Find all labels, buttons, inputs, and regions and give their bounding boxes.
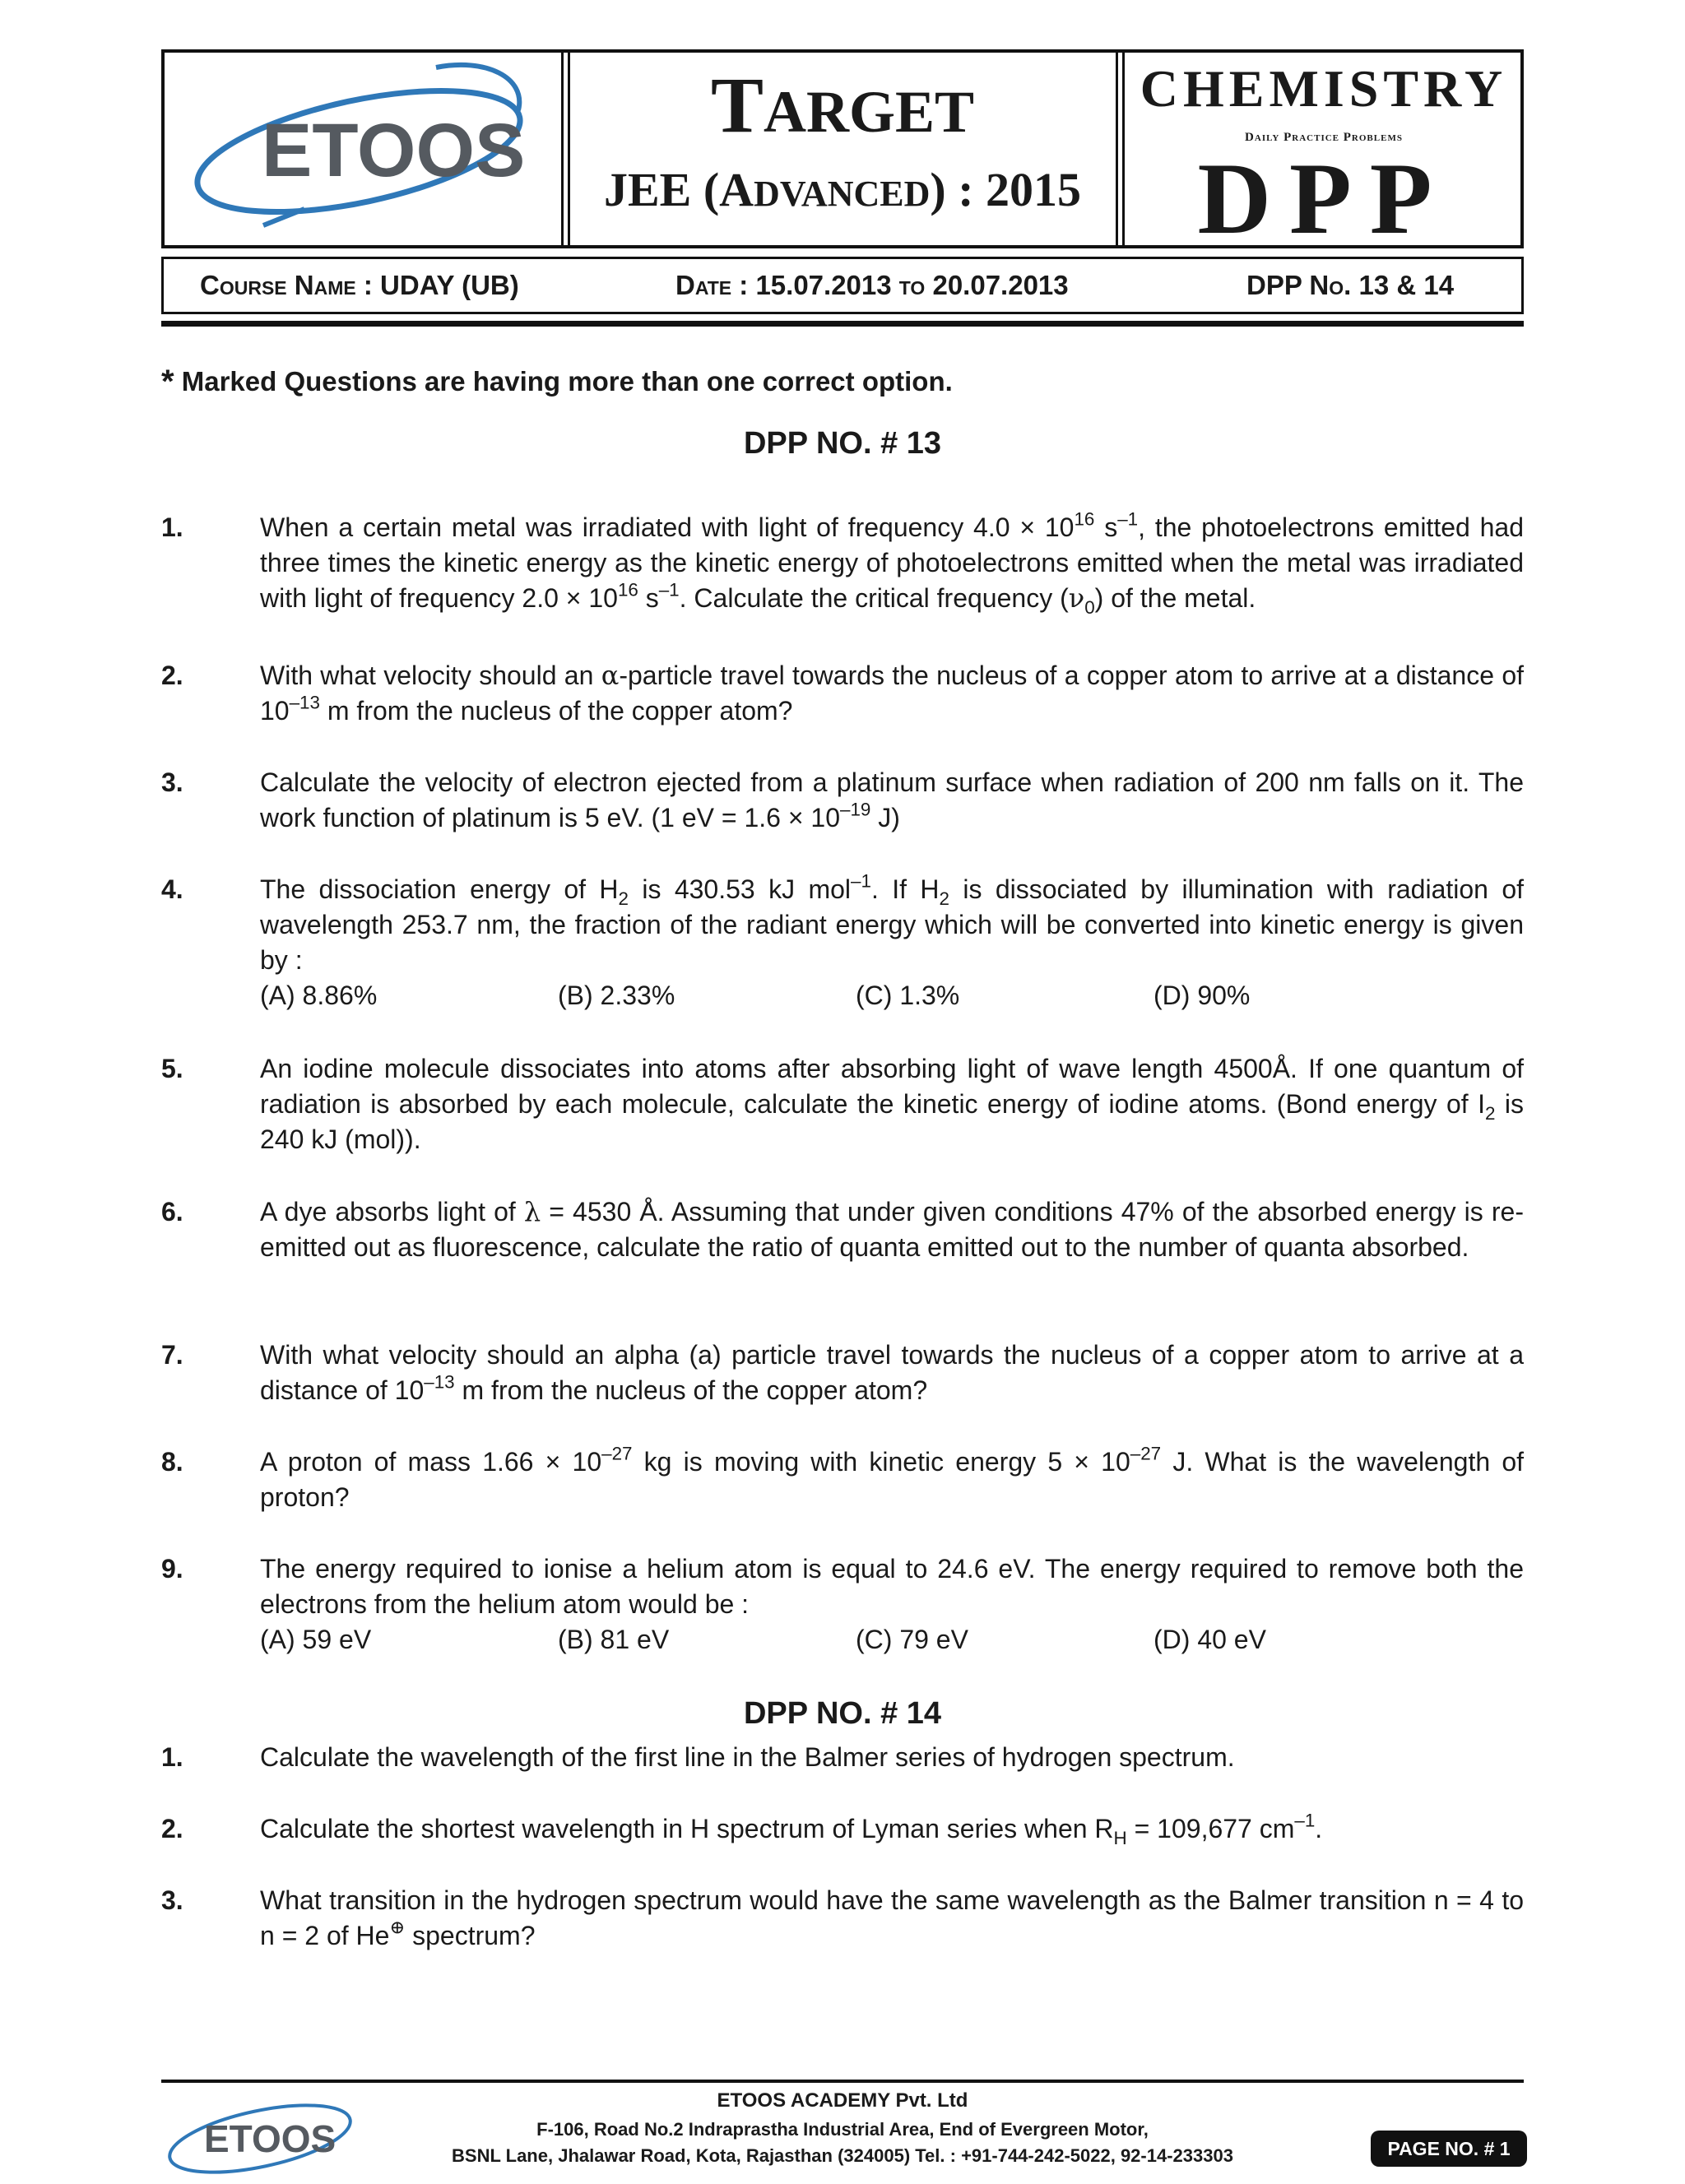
option-b: (B) 2.33% xyxy=(558,981,675,1010)
options-row xyxy=(260,978,1524,1013)
subject-cell xyxy=(1127,53,1520,255)
header-box xyxy=(161,49,1524,255)
section-title-dpp14: DPP NO. # 14 xyxy=(743,1696,942,1731)
option-d: (D) 90% xyxy=(1154,981,1251,1010)
course-date: Date : 15.07.2013 to 20.07.2013 xyxy=(675,270,1069,300)
option-a: (A) 59 eV xyxy=(260,1625,372,1654)
target-subtitle: JEE (ADVANCED) : 2015 xyxy=(603,163,1082,216)
question-number: 3. xyxy=(161,1885,183,1915)
question-text: A proton of mass $1.66 \times 10^{-27}$ kg is moving with kinetic energy $5 \times 10^{-27}$ J. What is the wavelength of proton? xyxy=(260,1443,1525,1512)
section-title-dpp13: DPP NO. # 13 xyxy=(743,426,942,461)
question-number: 1. xyxy=(161,512,183,542)
question-text: Calculate the shortest wavelength in H spectrum of Lyman series when $R_H = 109,677$ $cm^{-1}$. xyxy=(260,1810,1323,1848)
subject-subtitle: Daily Practice Problems xyxy=(1245,131,1403,144)
question-number: 8. xyxy=(161,1447,183,1477)
divider xyxy=(561,53,564,245)
question-number: 4. xyxy=(161,874,183,904)
question-text: With what velocity should an α-particle travel towards the nucleus of a copper atom to arrive at a distance of $10^{-13}$ m from the nucleus of the copper atom? xyxy=(260,660,1525,726)
question-text: When a certain metal was irradiated with light of frequency $4.0 \times 10^{16}$ $s^{-1}$, the photoelectrons emitted had three times the kinetic energy as the kinetic energy of photoelectrons emitted when the metal was irradiated with light of frequency $2.0 \times 10^{16}$ $s^{-1}$. Calculate the critical frequency $(\nu_0)$ of the metal. xyxy=(260,508,1525,618)
question-number: 2. xyxy=(161,1814,183,1843)
question-text: The dissociation energy of $H_2$ is 430.53 kJ mol$^{-1}$. If $H_2$ is dissociated by illumination with radiation of wavelength 253.7 nm, the fraction of the radiant energy which will be converted into kinetic energy is given by : (A) 8.86% (B) 2.33% (C) 1.3% (D) 90% xyxy=(260,872,1524,1013)
course-bar xyxy=(161,257,1524,314)
footer-address-line-2: BSNL Lane, Jhalawar Road, Kota, Rajasthan (324005) Tel. : +91-744-242-5022, 92-14-233303 xyxy=(452,2145,1233,2166)
header-rule xyxy=(161,321,1524,327)
option-c: (C) 1.3% xyxy=(856,981,960,1010)
question-text: With what velocity should an alpha (a) particle travel towards the nucleus of a copper atom to arrive at a distance of $10^{-13}$ m from the nucleus of the copper atom? xyxy=(260,1340,1524,1405)
question-number: 2. xyxy=(161,661,183,690)
subject-title: CHEMISTRY xyxy=(1140,59,1508,118)
question-number: 5. xyxy=(161,1054,183,1083)
question-text: The energy required to ionise a helium atom is equal to 24.6 eV. The energy required to remove both the electrons from the helium atom would be : (A) 59 eV (B) 81 eV (C) 79 eV (D) 40 eV xyxy=(260,1551,1524,1658)
logo-text: ETOOS xyxy=(204,2117,337,2160)
divider xyxy=(568,53,570,245)
question-text: Calculate the velocity of electron ejected from a platinum surface when radiation of 200 nm falls on it. The work function of platinum is 5 eV. (1 eV = $1.6 \times 10^{-19}$ J) xyxy=(260,767,1524,832)
logo-text: ETOOS xyxy=(262,109,526,192)
divider xyxy=(1116,53,1118,245)
footer-rule xyxy=(161,2080,1524,2083)
question-number: 9. xyxy=(161,1554,183,1584)
course-name: Course Name : UDAY (UB) xyxy=(200,270,519,300)
footer-address-line-1: F-106, Road No.2 Indraprastha Industrial Area, End of Evergreen Motor, xyxy=(536,2119,1149,2140)
divider xyxy=(1122,53,1125,245)
option-a: (A) 8.86% xyxy=(260,981,378,1010)
option-c: (C) 79 eV xyxy=(856,1625,968,1654)
logo-cell xyxy=(165,53,558,245)
etoos-logo xyxy=(165,53,558,245)
target-cell xyxy=(573,53,1112,245)
question-text: Calculate the wavelength of the first line in the Balmer series of hydrogen spectrum. xyxy=(260,1742,1235,1772)
question-number: 3. xyxy=(161,767,183,797)
question-number: 7. xyxy=(161,1340,183,1370)
page-number-badge: PAGE NO. # 1 xyxy=(1371,2131,1527,2167)
footer-company: ETOOS ACADEMY Pvt. Ltd xyxy=(717,2089,968,2112)
dpp-big-label: DPP xyxy=(1197,142,1451,255)
question-text: What transition in the hydrogen spectrum would have the same wavelength as the Balmer transition n = 4 to n = 2 of He⊕ spectrum? xyxy=(260,1885,1524,1950)
target-title: TARGET xyxy=(710,61,975,149)
marked-note: * Marked Questions are having more than one correct option. xyxy=(161,364,953,400)
course-dpp-number: DPP No. 13 & 14 xyxy=(1246,270,1455,300)
option-b: (B) 81 eV xyxy=(558,1625,670,1654)
question-number: 1. xyxy=(161,1742,183,1772)
question-text: A dye absorbs light of λ = 4530 Å. Assuming that under given conditions 47% of the absorbed energy is re-emitted out as fluorescence, calculate the ratio of quanta emitted out to the number of quanta absorbed. xyxy=(260,1196,1524,1262)
question-number: 6. xyxy=(161,1197,183,1226)
option-d: (D) 40 eV xyxy=(1154,1625,1266,1654)
options-row xyxy=(260,1622,1524,1658)
question-text: An iodine molecule dissociates into atoms after absorbing light of wave length 4500Å. If one quantum of radiation is absorbed by each molecule, calculate the kinetic energy of iodine atoms. (Bond energy of $I_2$ is 240 kJ (mol)). xyxy=(260,1054,1525,1154)
